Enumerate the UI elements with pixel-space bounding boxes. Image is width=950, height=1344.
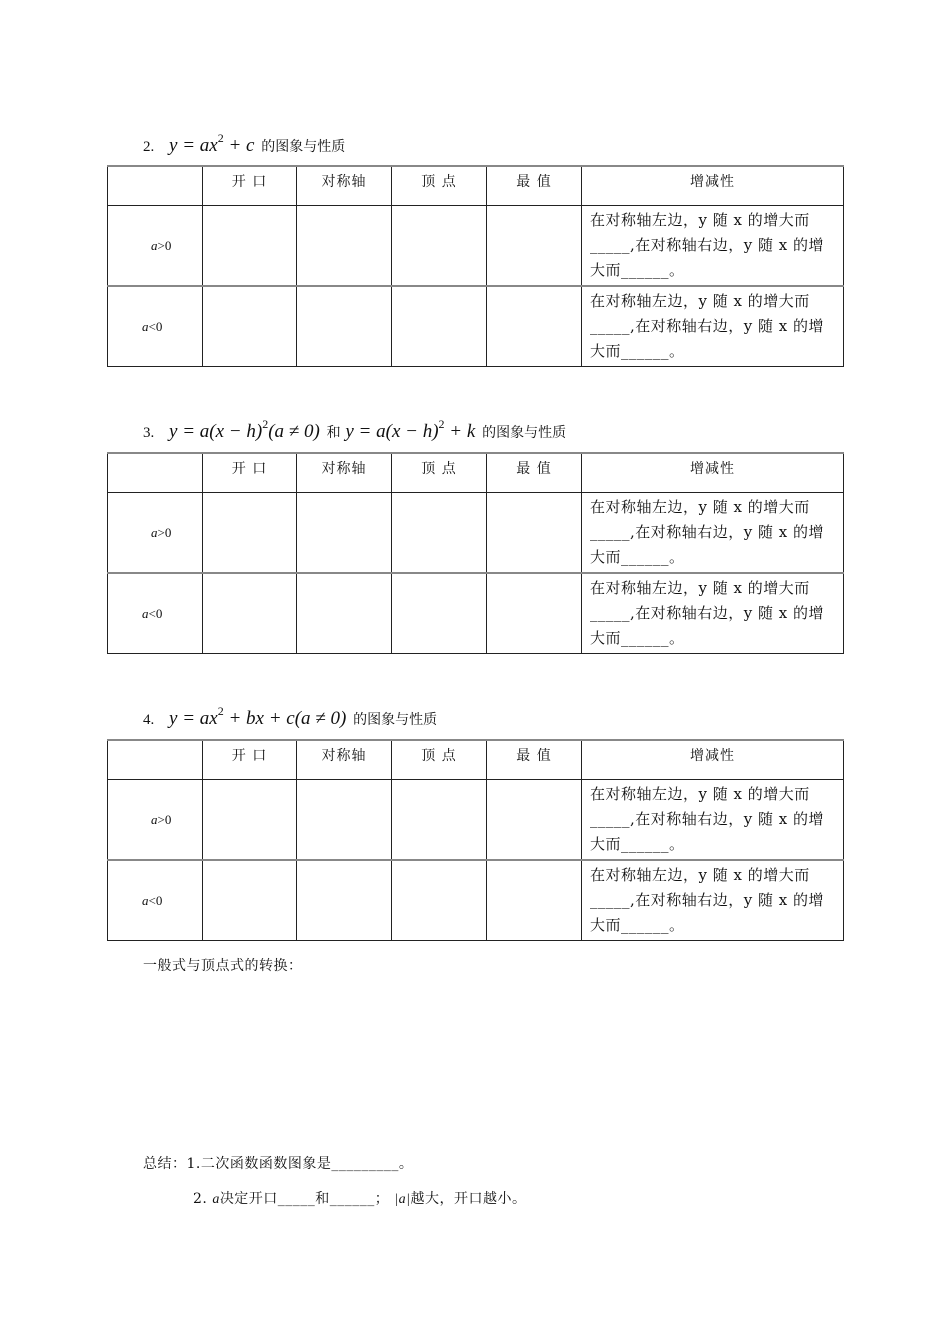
header-empty xyxy=(108,740,203,780)
summary-item-2-tail: 越大，开口越小。 xyxy=(410,1191,527,1207)
condition-cell: a>0 xyxy=(108,206,203,287)
condition-cell: a>0 xyxy=(108,780,203,861)
formula-a: $y = a(x - h)^2(a \ne 0)$ xyxy=(169,417,320,443)
answer-cell-extremum[interactable] xyxy=(487,573,582,654)
summary-item-2-number: 2. xyxy=(193,1191,208,1207)
summary-item-1: 1.二次函数函数图象是_________。 xyxy=(186,1156,414,1172)
table-row xyxy=(108,286,844,367)
header-extremum: 最 值 xyxy=(487,453,582,493)
section-number: 3. xyxy=(143,425,155,442)
answer-cell-extremum[interactable] xyxy=(487,286,582,367)
monotonicity-cell[interactable]: 在对称轴左边，y 随 x 的增大而 _____,在对称轴右边，y 随 x 的增 大而______。 xyxy=(582,206,844,287)
connector: 和 xyxy=(326,425,341,442)
answer-cell-extremum[interactable] xyxy=(487,860,582,941)
table-header-row xyxy=(108,453,844,493)
header-axis: 对称轴 xyxy=(297,453,392,493)
header-axis: 对称轴 xyxy=(297,740,392,780)
answer-cell-axis[interactable] xyxy=(297,780,392,861)
formula-b: $y = a(x - h)^2 + k$ xyxy=(345,417,476,443)
conversion-note: 一般式与顶点式的转换： xyxy=(143,958,303,974)
answer-cell-opening[interactable] xyxy=(203,860,297,941)
condition-cell: a<0 xyxy=(108,573,203,654)
condition-cell: a<0 xyxy=(108,286,203,367)
header-empty xyxy=(108,166,203,206)
header-extremum: 最 值 xyxy=(487,166,582,206)
header-opening: 开 口 xyxy=(203,166,297,206)
answer-cell-axis[interactable] xyxy=(297,860,392,941)
table-header-row xyxy=(108,740,844,780)
header-extremum: 最 值 xyxy=(487,740,582,780)
section-number: 2. xyxy=(143,139,155,156)
answer-cell-axis[interactable] xyxy=(297,286,392,367)
properties-table-1 xyxy=(107,165,844,367)
header-opening: 开 口 xyxy=(203,453,297,493)
condition-cell: a>0 xyxy=(108,493,203,574)
answer-cell-opening[interactable] xyxy=(203,206,297,287)
table-row xyxy=(108,860,844,941)
properties-table-2 xyxy=(107,452,844,654)
header-vertex: 顶 点 xyxy=(392,740,487,780)
answer-cell-extremum[interactable] xyxy=(487,206,582,287)
answer-cell-opening[interactable] xyxy=(203,780,297,861)
monotonicity-cell[interactable]: 在对称轴左边，y 随 x 的增大而 _____,在对称轴右边，y 随 x 的增 大而______。 xyxy=(582,780,844,861)
table-header-row xyxy=(108,166,844,206)
header-monotonicity: 增减性 xyxy=(582,166,844,206)
summary-line-1 xyxy=(143,1153,413,1173)
answer-cell-vertex[interactable] xyxy=(392,286,487,367)
answer-cell-vertex[interactable] xyxy=(392,573,487,654)
header-monotonicity: 增减性 xyxy=(582,740,844,780)
properties-table-3 xyxy=(107,739,844,941)
section-3-heading xyxy=(143,414,566,445)
answer-cell-axis[interactable] xyxy=(297,206,392,287)
monotonicity-cell[interactable]: 在对称轴左边，y 随 x 的增大而 _____,在对称轴右边，y 随 x 的增 大而______。 xyxy=(582,860,844,941)
answer-cell-opening[interactable] xyxy=(203,573,297,654)
monotonicity-cell[interactable]: 在对称轴左边，y 随 x 的增大而 _____,在对称轴右边，y 随 x 的增 大而______。 xyxy=(582,493,844,574)
answer-cell-vertex[interactable] xyxy=(392,780,487,861)
monotonicity-cell[interactable]: 在对称轴左边，y 随 x 的增大而 _____,在对称轴右边，y 随 x 的增 大而______。 xyxy=(582,286,844,367)
monotonicity-cell[interactable]: 在对称轴左边，y 随 x 的增大而 _____,在对称轴右边，y 随 x 的增 大而______。 xyxy=(582,573,844,654)
answer-cell-opening[interactable] xyxy=(203,493,297,574)
formula: $y = ax^2$ + bx + c(a ≠ 0) xyxy=(169,704,347,730)
header-empty xyxy=(108,453,203,493)
answer-cell-vertex[interactable] xyxy=(392,860,487,941)
header-vertex: 顶 点 xyxy=(392,453,487,493)
answer-cell-vertex[interactable] xyxy=(392,493,487,574)
answer-cell-extremum[interactable] xyxy=(487,780,582,861)
header-monotonicity: 增减性 xyxy=(582,453,844,493)
table-row xyxy=(108,573,844,654)
table-row xyxy=(108,206,844,287)
answer-cell-extremum[interactable] xyxy=(487,493,582,574)
answer-cell-opening[interactable] xyxy=(203,286,297,367)
answer-cell-axis[interactable] xyxy=(297,573,392,654)
section-title: 的图象与性质 xyxy=(482,425,567,442)
header-vertex: 顶 点 xyxy=(392,166,487,206)
summary-item-2-abs: |a| xyxy=(394,1192,411,1207)
section-number: 4. xyxy=(143,712,155,729)
summary-item-2-text: 决定开口_____和______； xyxy=(219,1191,390,1207)
answer-cell-vertex[interactable] xyxy=(392,206,487,287)
header-axis: 对称轴 xyxy=(297,166,392,206)
section-4-heading xyxy=(143,701,437,732)
condition-cell: a<0 xyxy=(108,860,203,941)
table-row xyxy=(108,493,844,574)
summary-line-2 xyxy=(193,1188,526,1208)
section-2-heading xyxy=(143,128,345,159)
summary-label: 总结： xyxy=(143,1156,187,1172)
table-row xyxy=(108,780,844,861)
formula: $y = ax^2 + c$ xyxy=(169,131,255,157)
answer-cell-axis[interactable] xyxy=(297,493,392,574)
summary-item-2-var: a xyxy=(212,1192,220,1207)
section-title: 的图象与性质 xyxy=(261,139,346,156)
header-opening: 开 口 xyxy=(203,740,297,780)
section-title: 的图象与性质 xyxy=(353,712,438,729)
